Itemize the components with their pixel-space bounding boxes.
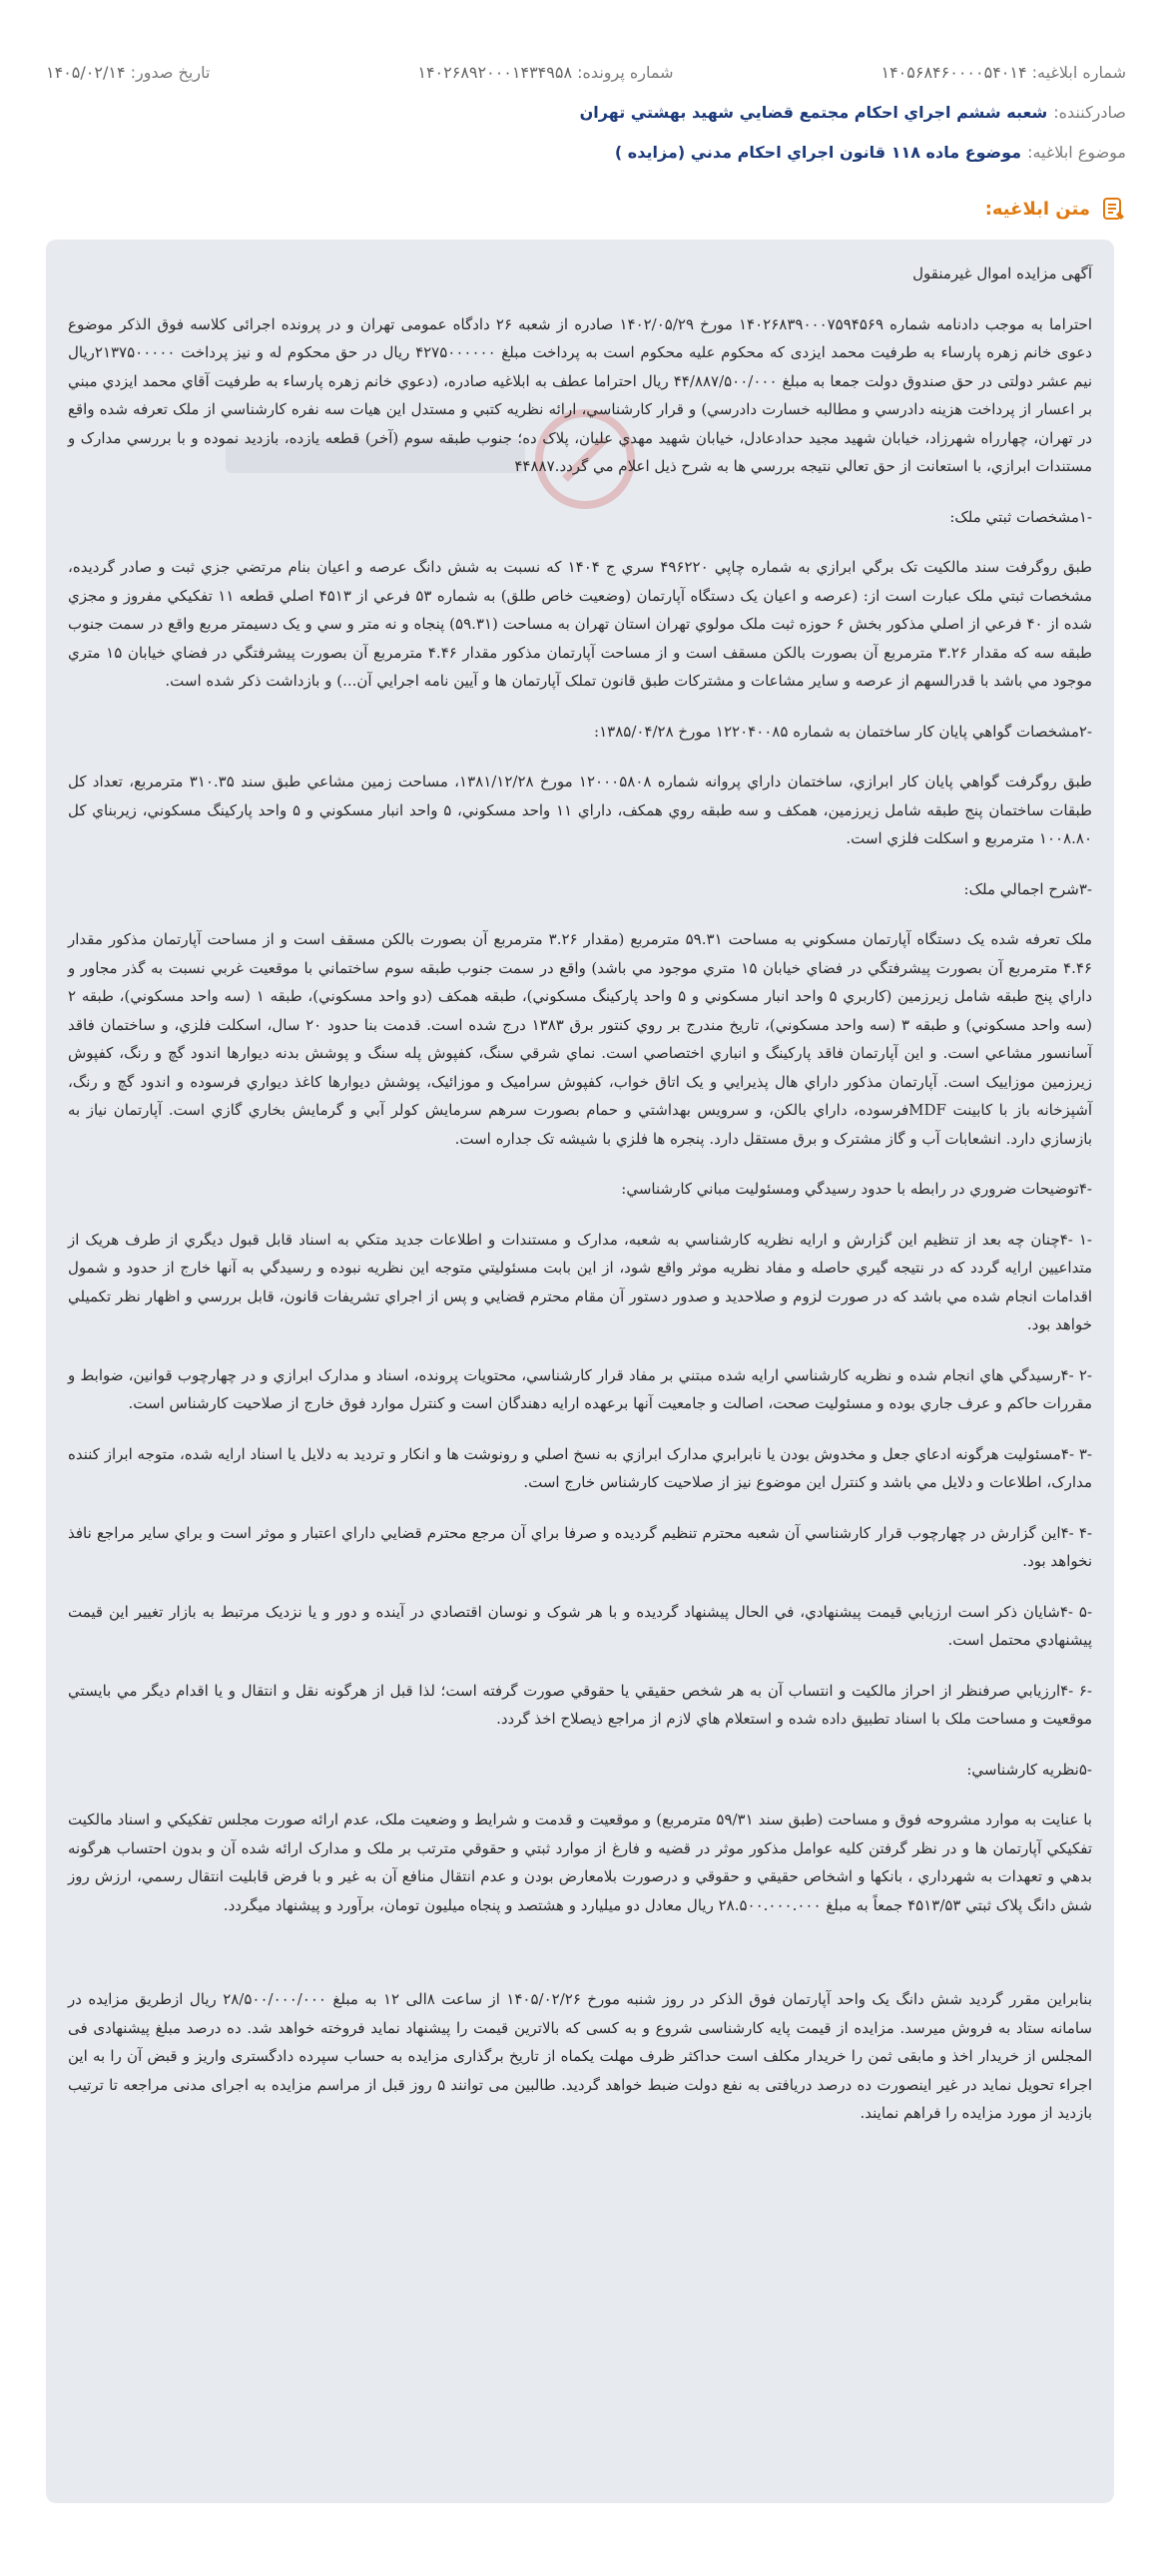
case-number	[417, 63, 673, 82]
section-4-item-6: -۶ -۴ارزيابي صرفنظر از احراز مالکيت و انتساب آن به هر شخص حقيقي يا حقوقي صورت گرفته است؛ لذا قبل از هرگونه نقل و انتقال و يا اقدام ديگر مي بايستي موقعيت و مساحت ملک با اسناد تطبيق داده شده و استعلام هاي لازم از مراجع ذيصلاح اخذ گردد.	[68, 1681, 1092, 1728]
section-1-body: طبق روگرفت سند مالکيت تک برگي ابرازي به شماره چاپي ۴۹۶۲۲۰ سري ج ۱۴۰۴ که نسبت به شش دانگ عرصه و اعيان بنام مرتضي جزي ثبت و صادر گرديده، مشخصات ثبتي ملک عبارت است از: (عرصه و اعيان يک دستگاه آپارتمان (وضعيت خاص طلق) به شماره ۵۳ فرعي از ۴۵۱۳ اصلي قطعه ۱۱ تفکيکي مفروز و مجزي شده از ۴۰ فرعي از اصلي مذکور بخش ۶ حوزه ثبت ملک مولوي تهران استان تهران به مساحت (۵۹.۳۱) پنجاه و نه متر و سي و يک دسيمتر مربع واقع در سمت جنوب طبقه سه که مقدار ۳.۲۶ مترمربع آن بصورت بالکن مسقف است و از مساحت آپارتمان مذکور مقدار ۴.۴۶ مترمربع آن بصورت پيشرفتگي در فضاي خيابان ۱۵ متري موجود مي باشد با قدرالسهم از عرصه و ساير مشاعات و مشترکات طبق قانون تملک آپارتمان ها و آيين نامه اجرايي آن...) و بازداشت ذکر شده است.	[68, 558, 1093, 690]
subject-row	[46, 132, 1126, 172]
notice-text-title: متن ابلاغيه:	[984, 198, 1090, 220]
section-4-heading: -۴توضيحات ضروري در رابطه با حدود رسيدگي ومسئوليت مباني کارشناسي:	[621, 1180, 1092, 1198]
issue-date	[46, 63, 210, 82]
notice-number-value: ۱۴۰۵۶۸۴۶۰۰۰۰۵۴۰۱۴	[880, 62, 1027, 82]
subject-value: موضوع ماده ۱۱۸ قانون اجراي احکام مدني (مزايده )	[614, 142, 1022, 162]
issue-date-value: ۱۴۰۵/۰۲/۱۴	[46, 62, 126, 82]
section-5-heading: -۵نظريه کارشناسي:	[966, 1760, 1092, 1779]
issuer-label: صادرکننده:	[1053, 102, 1126, 122]
auction-terms: بنابراین مقرر گردید شش دانگ یک واحد آپارتمان فوق الذکر در روز شنبه مورخ ۱۴۰۵/۰۲/۲۶ از ساعت ۸الی ۱۲ به مبلغ ۲۸/۵۰۰/۰۰۰/۰۰۰ ریال ازطریق مزایده در سامانه ستاد به فروش میرسد. مزایده از قیمت پایه کارشناسی شروع و به کسی که بالاترین قیمت را پیشنهاد نماید فروخته خواهد شد. ده درصد مبلغ پیشنهادی فی المجلس از خریدار اخذ و مابقی ثمن را خریدار مکلف است حداکثر ظرف مهلت یکماه از تاریخ برگذاری مزایده به حساب سپرده دادگستری واریز و قبض آن را به این اجراء تحویل نماید در غیر اینصورت ده درصد دریافتی به نفع دولت ضبط خواهد گردید. طالبین می توانند ۵ روز قبل از مراسم مزایده به اجرای مدنی مراجعه تا ترتیب بازدید از مورد مزایده را فراهم نمایند.	[68, 1990, 1092, 2122]
notice-text-heading	[985, 196, 1126, 222]
section-2-body: طبق روگرفت گواهي پايان کار ابرازي، ساختمان داراي پروانه شماره ۱۲۰۰۰۵۸۰۸ مورخ ۱۳۸۱/۱۲/۲۸، مساحت زمين مشاعي طبق سند ۳۱۰.۳۵ مترمربع، تعداد کل طبقات ساختمان پنج طبقه شامل زيرزمين، همکف و سه طبقه روي همکف، داراي ۱۱ واحد مسکوني، ۵ واحد انبار مسکوني و ۵ واحد پارکينگ مسکوني، زيربناي کل ۱۰۰۸.۸۰ مترمربع و اسکلت فلزي است.	[68, 773, 1092, 847]
notice-body-card	[46, 240, 1114, 2503]
subject-label: موضوع ابلاغيه:	[1027, 142, 1126, 162]
section-4-item-2: -۲ -۴رسيدگي هاي انجام شده و نظريه کارشناسي ارايه شده مبتني بر مفاد قرار کارشناسي، محتويات پرونده، اسناد و مدارک ابرازي و در چهارچوب قوانين، ضوابط و مقررات حاکم و عرف جاري بوده و مسئوليت صحت، اصالت و جامعيت آنها برعهده ارايه دهندگان است و کنترل موارد فوق خارج از صلاحيت کارشناس است.	[68, 1365, 1092, 1412]
section-1-heading: -۱مشخصات ثبتي ملک:	[949, 507, 1092, 526]
notice-body	[68, 259, 1092, 2128]
section-4-item-3: -۳ -۴مسئوليت هرگونه ادعاي جعل و مخدوش بودن يا نابرابري مدارک ابرازي به نسخ اصلي و رونوشت ها و انکار و ترديد به دلايل يا اسناد ارايه شده، متوجه ابراز کننده مدارک، اطلاعات و دلايل مي باشد و کنترل اين موضوع نيز از صلاحيت کارشناس خارج است.	[68, 1444, 1092, 1491]
issuer-row	[46, 92, 1126, 132]
section-2-heading: -۲مشخصات گواهي پايان کار ساختمان به شماره ۱۲۲۰۴۰۰۸۵ مورخ ۱۳۸۵/۰۴/۲۸:	[594, 722, 1092, 741]
case-number-label: شماره پرونده:	[577, 62, 674, 82]
notice-header	[46, 52, 1126, 172]
header-meta-row	[46, 52, 1126, 92]
notice-heading: آگهی مزایده اموال غیرمنقول	[912, 264, 1092, 282]
section-4-item-1: -۱ -۴چنان چه بعد از تنظيم اين گزارش و ارايه نظريه کارشناسي به شعبه، مدارک و مستندات و اطلاعات جديد متکي به اسناد قابل قبول ديگري از طرف هريک از متداعيين ارايه گردد که در نتيجه گيري حاصله و مفاد نظريه موثر واقع شود، از اين بابت مسئوليتي متوجه اين نظريه نبوده و رسيدگي به آنها خارج از حدود و شمول اقدامات انجام شده مي باشد که در صورت لزوم و صلاحديد و صدور دستور آن مقام محترم قضايي و پس از اجراي تشريفات قانون، قابل بررسي و اظهار نظر تکميلي خواهد بود.	[68, 1230, 1093, 1333]
section-3-body: ملک تعرفه شده يک دستگاه آپارتمان مسکوني به مساحت ۵۹.۳۱ مترمربع (مقدار ۳.۲۶ مترمربع آن بصورت بالکن مسقف است و از مساحت آپارتمان مذکور مقدار ۴.۴۶ مترمربع آن بصورت پيشرفتگي در فضاي خيابان ۱۵ متري موجود مي باشد) واقع در سمت جنوب طبقه سوم ساختماني با موقعيت غربي نسبت به گذر مجاور و داراي پنج طبقه شامل زيرزمين (کاربري ۵ واحد انبار مسکوني و ۵ واحد پارکينگ مسکوني)، طبقه همکف (دو واحد مسکوني)، طبقه ۱ (سه واحد مسکوني)، طبقه ۲ (سه واحد مسکوني) و طبقه ۳ (سه واحد مسکوني)، تاريخ مندرج بر روي کنتور برق ۱۳۸۳ درج شده است. قدمت بنا حدود ۲۰ سال، اسکلت فلزي، و ساختمان فاقد آسانسور مشاعي است. و اين آپارتمان فاقد پارکينگ و انباري اختصاصي است. نماي شرقي سنگ، کفپوش پله سنگ و پوشش بدنه ديوارها اندود گچ و رنگ، کفپوش زيرزمين موزاييک است. آپارتمان مذکور داراي هال پذيرايي و يک اتاق خواب، کفپوش سراميک و موزائيک، پوشش ديوارها کاغذ ديواري فرسوده و اندود گچ و رنگ، آشپزخانه باز با کابينت MDFفرسوده، داراي بالکن، و سرويس بهداشتي و حمام بصورت سرهم سرمايش کولر آبي و گرمايش بخاري گازي است. آپارتمان نياز به بازسازي دارد. انشعابات آب و گاز مشترک و برق مستقل دارد. پنجره ها فلزي با شيشه تک جداره است.	[68, 930, 1093, 1148]
issuer-value: شعبه ششم اجراي احکام مجتمع قضايي شهيد بهشتي تهران	[579, 102, 1048, 122]
document-icon	[1100, 196, 1126, 222]
section-4-item-4: -۴ -۴اين گزارش در چهارچوب قرار کارشناسي آن شعبه محترم تنظيم گرديده و صرفا براي آن مرجع محترم قضايي داراي اعتبار و موثر است و براي ساير مراجع نافذ نخواهد بود.	[68, 1523, 1092, 1570]
notice-number-label: شماره ابلاغيه:	[1031, 62, 1126, 82]
case-number-value: ۱۴۰۲۶۸۹۲۰۰۰۱۴۳۴۹۵۸	[417, 62, 573, 82]
section-3-heading: -۳شرح اجمالي ملک:	[963, 879, 1092, 898]
issue-date-label: تاريخ صدور:	[130, 62, 211, 82]
section-4-item-5: -۵ -۴شايان ذکر است ارزيابي قيمت پيشنهادي، في الحال پيشنهاد گرديده و با هر شوک و نوسان اقتصادي در آينده و دور و يا نزديک مرتبط به بازار تغيير اين قيمت پيشنهادي محتمل است.	[68, 1602, 1093, 1649]
section-5-body: با عنايت به موارد مشروحه فوق و مساحت (طبق سند ۵۹/۳۱ مترمربع) و موقعيت و قدمت و شرايط و وضعيت ملک، عدم ارائه صورت مجلس تفکيکي و اسناد مالکيت تفکيکي آپارتمان ها و در نظر گرفتن کليه عوامل مذکور موثر در قضيه و فارغ از موارد ثبتي و حقوقي مترتب بر ملک و مدارک ارائه شده آن و بدون احتساب هرگونه بدهي و تعهدات به شهرداري ، بانکها و اشخاص حقيقي و حقوقي و درصورت بلامعارض بودن و عدم انتقال منافع آن به غير و با فرض قابليت انتقال رسمي، ارزش روز شش دانگ پلاک ثبتي ۴۵۱۳/۵۳ جمعاً به مبلغ ۲۸.۵۰۰.۰۰۰.۰۰۰ ريال معادل دو ميليارد و هشتصد و پنجاه ميليون تومان، برآورد و پيشنهاد ميگردد.	[68, 1810, 1092, 1914]
notice-intro: احتراما به موجب دادنامه شماره ۱۴۰۲۶۸۳۹۰۰۰۷۵۹۴۵۶۹ مورخ ۱۴۰۲/۰۵/۲۹ صادره از شعبه ۲۶ دادگاه عمومی تهران و در پرونده اجرائی کلاسه فوق الذکر موضوع دعوی خانم زهره پارساء به طرفیت محمد ایزدی که محکوم علیه محکوم است به پرداخت مبلغ ۴۲۷۵۰۰۰۰۰۰ ریال در حق محکوم له و نیز پرداخت ۲۱۳۷۵۰۰۰۰۰ریال نیم عشر دولتی در حق صندوق دولت جمعا به مبلغ ۴۴/۸۸۷/۵۰۰/۰۰۰ ریال احتراما عطف به ابلاغیه صادره، (دعوي خانم زهره پارساء به طرفيت آقاي محمد ايزدي مبني بر اعسار از پرداخت هزينه دادرسي و مطالبه خسارت دادرسي) و قرار کارشناسي، ارائه نظريه کتبي و مستدل اين هيات سه نفره کارشناسي از ملک تعرفه شده واقع در تهران، چهارراه شهرزاد، خيابان شهيد مجيد حدادعادل، خيابان شهيد مهدي عليان، پلاک ده؛ جنوب طبقه سوم (آخر) قطعه يازده، بازديد نموده و با بررسي مدارک و مستندات ابرازي، با استعانت از حق تعالي نتيجه بررسي ها به شرح ذيل اعلام مي گردد.۴۴۸۸۷	[68, 314, 1092, 475]
notice-number	[880, 63, 1126, 82]
